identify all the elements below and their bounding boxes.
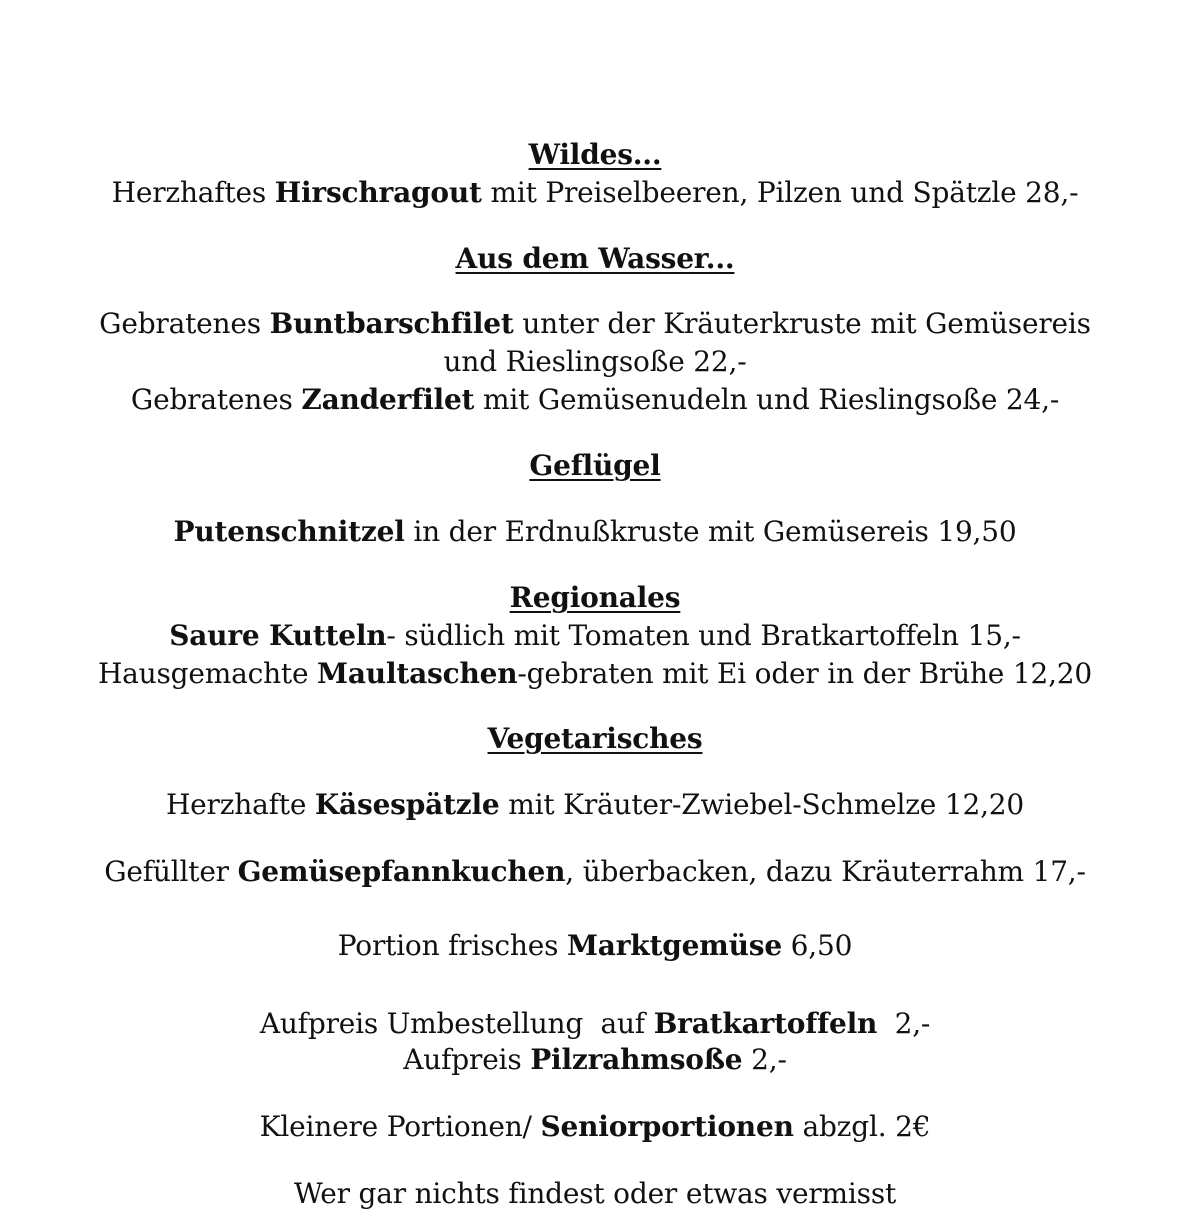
item-text: Kleinere Portionen/ — [259, 1110, 541, 1143]
item-text: 6,50 — [781, 929, 853, 962]
item-name: Käsespätzle — [314, 788, 500, 821]
menu-item-gemuesepfannkuchen — [0, 854, 1190, 890]
item-text: Aufpreis Umbestellung auf — [259, 1007, 654, 1040]
item-name: Marktgemüse — [566, 929, 782, 962]
item-text: abzgl. 2€ — [793, 1110, 931, 1143]
extra-seniorportionen — [0, 1109, 1190, 1145]
menu-item-maultaschen — [0, 656, 1190, 692]
heading-aus-dem-wasser: Aus dem Wasser... — [455, 242, 735, 275]
item-text: , überbacken, dazu Kräuterrahm 17,- — [565, 855, 1086, 888]
item-text: Gefüllter — [104, 855, 238, 888]
heading-wildes: Wildes... — [528, 138, 662, 171]
extra-pilzrahmsosse — [0, 1042, 1190, 1078]
item-text: Hausgemachte — [97, 657, 318, 690]
item-name: Maultaschen — [317, 657, 518, 690]
item-text: 2,- — [877, 1007, 931, 1040]
item-name: Hirschragout — [274, 176, 482, 209]
menu-item-zanderfilet — [0, 382, 1190, 418]
heading-vegetarisches: Vegetarisches — [487, 722, 703, 755]
item-name: Saure Kutteln — [169, 619, 387, 652]
menu-item-saure-kutteln — [0, 618, 1190, 654]
item-name: Gemüsepfannkuchen — [237, 855, 566, 888]
item-text: Gebratenes — [130, 383, 302, 416]
item-text: 2,- — [742, 1043, 787, 1076]
item-text: mit Preiselbeeren, Pilzen und Spätzle 28,- — [481, 176, 1079, 209]
item-text: in der Erdnußkruste mit Gemüsereis 19,50 — [404, 515, 1017, 548]
item-text: mit Gemüsenudeln und Rieslingsoße 24,- — [474, 383, 1060, 416]
menu-item-buntbarschfilet — [0, 306, 1190, 342]
item-text: unter der Kräuterkruste mit Gemüsereis — [513, 307, 1091, 340]
item-name: Zanderfilet — [301, 383, 475, 416]
menu-item-marktgemuese — [0, 928, 1190, 964]
item-name: Buntbarschfilet — [269, 307, 514, 340]
item-text: Herzhaftes — [111, 176, 275, 209]
item-text: -gebraten mit Ei oder in der Brühe 12,20 — [517, 657, 1093, 690]
item-name: Putenschnitzel — [173, 515, 405, 548]
item-text: Aufpreis — [403, 1043, 531, 1076]
item-text: - südlich mit Tomaten und Bratkartoffeln 15,- — [386, 619, 1021, 652]
item-text: Herzhafte — [165, 788, 315, 821]
footer-note: Wer gar nichts findest oder etwas vermisst — [293, 1177, 897, 1210]
item-text: Gebratenes — [99, 307, 270, 340]
heading-gefluegel: Geflügel — [529, 449, 661, 482]
item-name: Bratkartoffeln — [653, 1007, 878, 1040]
menu-item-buntbarschfilet-cont: und Rieslingsoße 22,- — [443, 345, 747, 378]
item-name: Pilzrahmsoße — [530, 1043, 743, 1076]
item-text: mit Kräuter-Zwiebel-Schmelze 12,20 — [499, 788, 1025, 821]
menu-item-kaesespaetzle — [0, 787, 1190, 823]
item-text: Portion frisches — [337, 929, 567, 962]
item-name: Seniorportionen — [540, 1110, 794, 1143]
heading-regionales: Regionales — [509, 581, 681, 614]
menu-item-hirschragout — [0, 175, 1190, 211]
menu-item-putenschnitzel — [0, 514, 1190, 550]
extra-bratkartoffeln — [0, 1006, 1190, 1042]
